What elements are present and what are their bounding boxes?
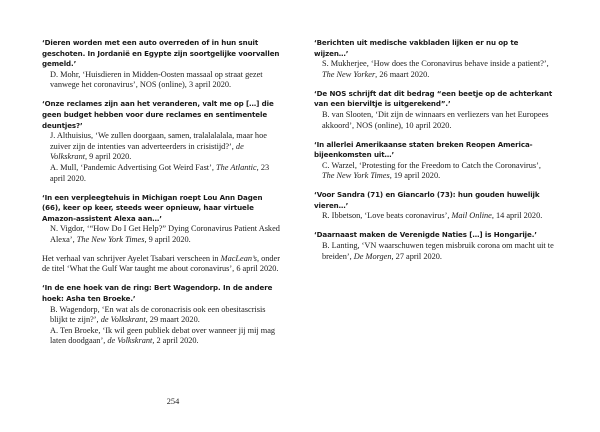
note-entry-2	[42, 99, 282, 184]
note-entry-3	[314, 140, 554, 182]
quote-heading: ‘In de ene hoek van de ring: Bert Wagendorp. In de andere hoek: Asha ten Broeke.’	[42, 283, 273, 304]
note-entry-5	[314, 230, 554, 262]
note-paragraph: Het verhaal van schrijver Ayelet Tsabari verscheen in MacLean’s, onder de titel ‘What the Gulf War taught me about coronavirus’, 6 april 2020.	[42, 253, 280, 274]
source-citation: A. Mull, ‘Pandemic Advertising Got Weird Fast’, The Atlantic, 23 april 2020.	[50, 162, 270, 183]
quote-heading: ‘De NOS schrijft dat dit bedrag “een beetje op de achterkant van een bierviltje is uitgerekend”.’	[314, 88, 553, 109]
note-entry-1	[314, 38, 554, 80]
left-page	[42, 38, 282, 355]
note-entry-3	[42, 193, 282, 246]
right-page	[314, 38, 554, 271]
note-entry-5	[42, 283, 282, 347]
source-citation: D. Mohr, ‘Huisdieren in Midden-Oosten massaal op straat gezet vanwege het coronavirus’, NOS (online), 3 april 2020.	[50, 69, 263, 90]
quote-heading: ‘In een verpleegtehuis in Michigan roept Lou Ann Dagen (66), keer op keer, steeds weer opnieuw, haar virtuele Amazon-assistent Alexa aan…’	[42, 192, 263, 223]
source-citation: B. van Slooten, ‘Dit zijn de winnaars en verliezers van het Europees akkoord’, NOS (online), 10 april 2020.	[322, 109, 549, 130]
source-citation: B. Lanting, ‘VN waarschuwen tegen misbruik corona om macht uit te breiden’, De Morgen, 27 april 2020.	[322, 241, 554, 261]
source-citation: N. Vigdor, ‘“How Do I Get Help?” Dying Coronavirus Patient Asked Alexa’, The New York Times, 9 april 2020.	[50, 224, 280, 244]
source-citation: J. Althuisius, ‘We zullen doorgaan, samen, tralalalalala, maar hoe zuiver zijn de intenties van adverteerders in crisistijd?’, de Volkskrant, 9 april 2020.	[50, 131, 267, 162]
note-entry-2	[314, 89, 554, 131]
note-entry-1	[42, 38, 282, 91]
quote-heading: ‘Dieren worden met een auto overreden of in hun snuit geschoten. In Jordanië en Egypte zijn soortgelijke voorvallen gemeld.’	[42, 38, 280, 69]
quote-heading: ‘Berichten uit medische vakbladen lijken er nu op te wijzen…’	[314, 38, 519, 58]
quote-heading: ‘In allerlei Amerikaanse staten breken Reopen America-bijeenkomsten uit…’	[314, 139, 533, 160]
source-citation: S. Mukherjee, ‘How does the Coronavirus behave inside a patient?’, The New Yorker, 26 maart 2020.	[322, 59, 549, 79]
quote-heading: ‘Voor Sandra (71) en Giancarlo (73): hun gouden huwelijk vieren…’	[314, 190, 540, 210]
page-number: 254	[166, 397, 180, 406]
quote-heading: ‘Onze reclames zijn aan het veranderen, valt me op […] die geen budget hebben voor dure reclames en sentimentele deuntjes?’	[42, 99, 274, 130]
note-entry-4	[314, 190, 554, 222]
note-entry-4	[42, 254, 282, 275]
quote-heading: ‘Daarnaast maken de Verenigde Naties […] is Hongarije.’	[314, 230, 537, 240]
source-citation: B. Wagendorp, ‘En wat als de coronacrisis ook een obesitascrisis blijkt te zijn?’, de Volkskrant, 29 maart 2020.	[50, 304, 266, 325]
source-citation: C. Warzel, ‘Protesting for the Freedom to Catch the Coronavirus’, The New York Times, 19 april 2020.	[322, 160, 541, 181]
source-citation: R. Ibbetson, ‘Love beats coronavirus’, Mail Online, 14 april 2020.	[322, 211, 543, 221]
source-citation: A. Ten Broeke, ‘Ik wil geen publiek debat over wanneer jij mij mag laten doodgaan’, de Volkskrant, 2 april 2020.	[50, 325, 276, 346]
